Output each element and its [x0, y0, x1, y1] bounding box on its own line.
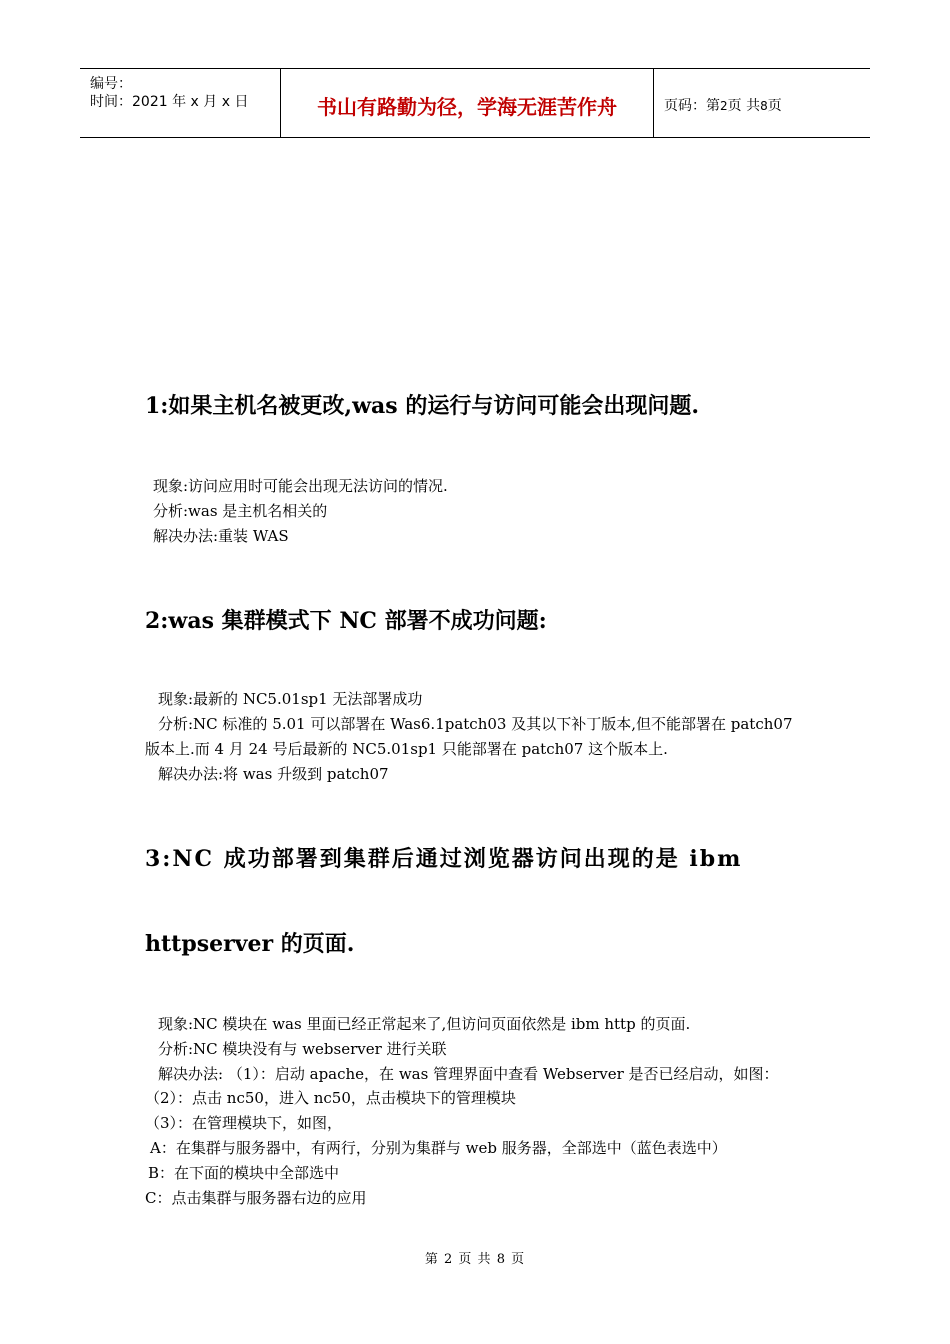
page-number: 2: [720, 99, 728, 113]
section-3-line: A：在集群与服务器中，有两行，分别为集群与 web 服务器，全部选中（蓝色表选中）: [150, 1139, 727, 1157]
section-2-title: 2:was 集群模式下 NC 部署不成功问题:: [145, 608, 547, 634]
section-3-title-line-1: 3:NC 成功部署到集群后通过浏览器访问出现的是 ibm: [145, 846, 743, 872]
page-mid: 页 共: [727, 98, 761, 114]
section-3-line: （3）：在管理模块下，如图，: [145, 1114, 343, 1132]
section-3-title-line-2: httpserver 的页面.: [145, 931, 355, 957]
section-2-line: 现象:最新的 NC5.01sp1 无法部署成功: [158, 690, 423, 708]
section-3-line: 现象:NC 模块在 was 里面已经正常起来了,但访问页面依然是 ibm http 的页面.: [158, 1015, 691, 1033]
section-3-line: （2）：点击 nc50，进入 nc50，点击模块下的管理模块: [145, 1089, 516, 1107]
page-footer: 第 2 页 共 8 页: [424, 1252, 526, 1267]
section-3-line: 解决办法: （1）：启动 apache，在 was 管理界面中查看 Webserver 是否已经启动，如图：: [158, 1065, 779, 1083]
section-1-title: 1:如果主机名被更改,was 的运行与访问可能会出现问题.: [145, 393, 699, 419]
section-2-line: 解决办法:将 was 升级到 patch07: [158, 765, 389, 783]
number-label: 编号：: [90, 76, 132, 92]
section-1-line: 分析:was 是主机名相关的: [153, 502, 328, 520]
section-3-line: 分析:NC 模块没有与 webserver 进行关联: [158, 1040, 447, 1058]
section-1-line: 解决办法:重装 WAS: [153, 527, 289, 545]
section-3-line: B：在下面的模块中全部选中: [148, 1164, 340, 1182]
section-2-line: 版本上.而 4 月 24 号后最新的 NC5.01sp1 只能部署在 patch07 这个版本上.: [145, 740, 668, 758]
page-total: 8: [760, 99, 768, 113]
time-label: 时间：2021 年 x 月 x 日: [90, 94, 249, 110]
page-prefix: 页码：第: [664, 98, 720, 114]
header-motto-cell: [281, 69, 654, 137]
section-2-line: 分析:NC 标准的 5.01 可以部署在 Was6.1patch03 及其以下补丁版本,但不能部署在 patch07: [158, 715, 793, 733]
page-header: [80, 68, 870, 138]
header-page-cell: [654, 69, 870, 137]
page-suffix: 页: [767, 98, 782, 114]
section-3-line: C：点击集群与服务器右边的应用: [145, 1189, 367, 1207]
section-1-line: 现象:访问应用时可能会出现无法访问的情况.: [153, 477, 448, 495]
header-info-cell: [80, 69, 281, 137]
page-indicator: [664, 95, 782, 115]
motto: 书山有路勤为径，学海无涯苦作舟: [317, 95, 617, 119]
